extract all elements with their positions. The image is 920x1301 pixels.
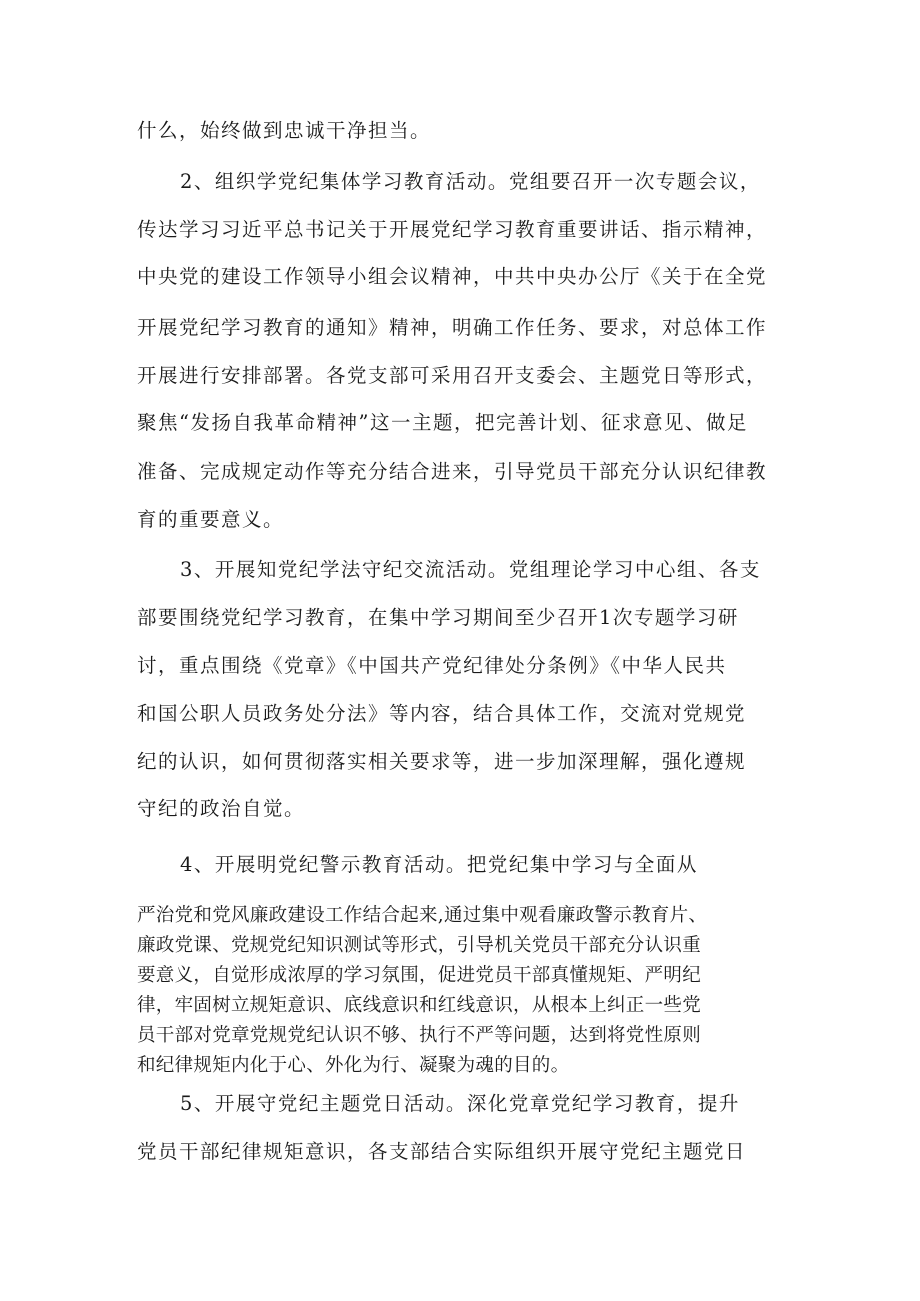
text-line: 聚焦“发扬自我革命精神”这一主题，把完善计划、征求意见、做足 — [137, 411, 748, 434]
text-line: 部要围绕党纪学习教育，在集中学习期间至少召开1次专题学习研 — [137, 606, 739, 629]
text-line: 守纪的政治自觉。 — [137, 797, 306, 820]
text-line: 廉政党课、党规党纪知识测试等形式，引导机关党员干部充分认识重 — [137, 935, 702, 956]
text-line: 员干部对党章党规党纪认识不够、执行不严等问题，达到将党性原则 — [137, 1025, 702, 1046]
text-line: 2、组织学党纪集体学习教育活动。党组要召开一次专题会议， — [180, 170, 761, 193]
text-line: 准备、完成规定动作等充分结合进来，引导党员干部充分认识纪律教 — [137, 460, 768, 483]
text-line: 传达学习习近平总书记关于开展党纪学习教育重要讲话、指示精神， — [137, 218, 768, 241]
text-line: 中央党的建设工作领导小组会议精神，中共中央办公厅《关于在全党 — [137, 265, 768, 288]
text-line: 什么，始终做到忠诚干净担当。 — [137, 119, 432, 142]
text-line: 和国公职人员政务处分法》等内容，结合具体工作，交流对党规党 — [137, 702, 747, 725]
text-line: 开展党纪学习教育的通知》精神，明确工作任务、要求，对总体工作 — [137, 316, 768, 339]
text-line: 律，牢固树立规矩意识、底线意识和红线意识，从根本上纠正一些党 — [137, 995, 702, 1016]
text-line: 开展进行安排部署。各党支部可采用召开支委会、主题党日等形式， — [137, 364, 768, 387]
text-line: 讨，重点围绕《党章》《中国共产党纪律处分条例》《中华人民共 — [137, 654, 727, 677]
text-line: 严治党和党风廉政建设工作结合起来,通过集中观看廉政警示教育片、 — [137, 905, 708, 926]
text-line: 纪的认识，如何贯彻落实相关要求等，进一步加深理解，强化遵规 — [137, 750, 747, 773]
text-line: 党员干部纪律规矩意识，各支部结合实际组织开展守党纪主题党日 — [137, 1140, 747, 1163]
text-line: 要意义，自觉形成浓厚的学习氛围，促进党员干部真懂规矩、严明纪 — [137, 965, 702, 986]
text-line: 育的重要意义。 — [137, 508, 285, 531]
text-line: 4、开展明党纪警示教育活动。把党纪集中学习与全面从 — [180, 853, 698, 876]
text-line: 和纪律规矩内化于心、外化为行、凝聚为魂的目的。 — [137, 1055, 570, 1076]
text-line: 5、开展守党纪主题党日活动。深化党章党纪学习教育，提升 — [180, 1092, 740, 1115]
text-line: 3、开展知党纪学法守纪交流活动。党组理论学习中心组、各支 — [180, 558, 761, 581]
